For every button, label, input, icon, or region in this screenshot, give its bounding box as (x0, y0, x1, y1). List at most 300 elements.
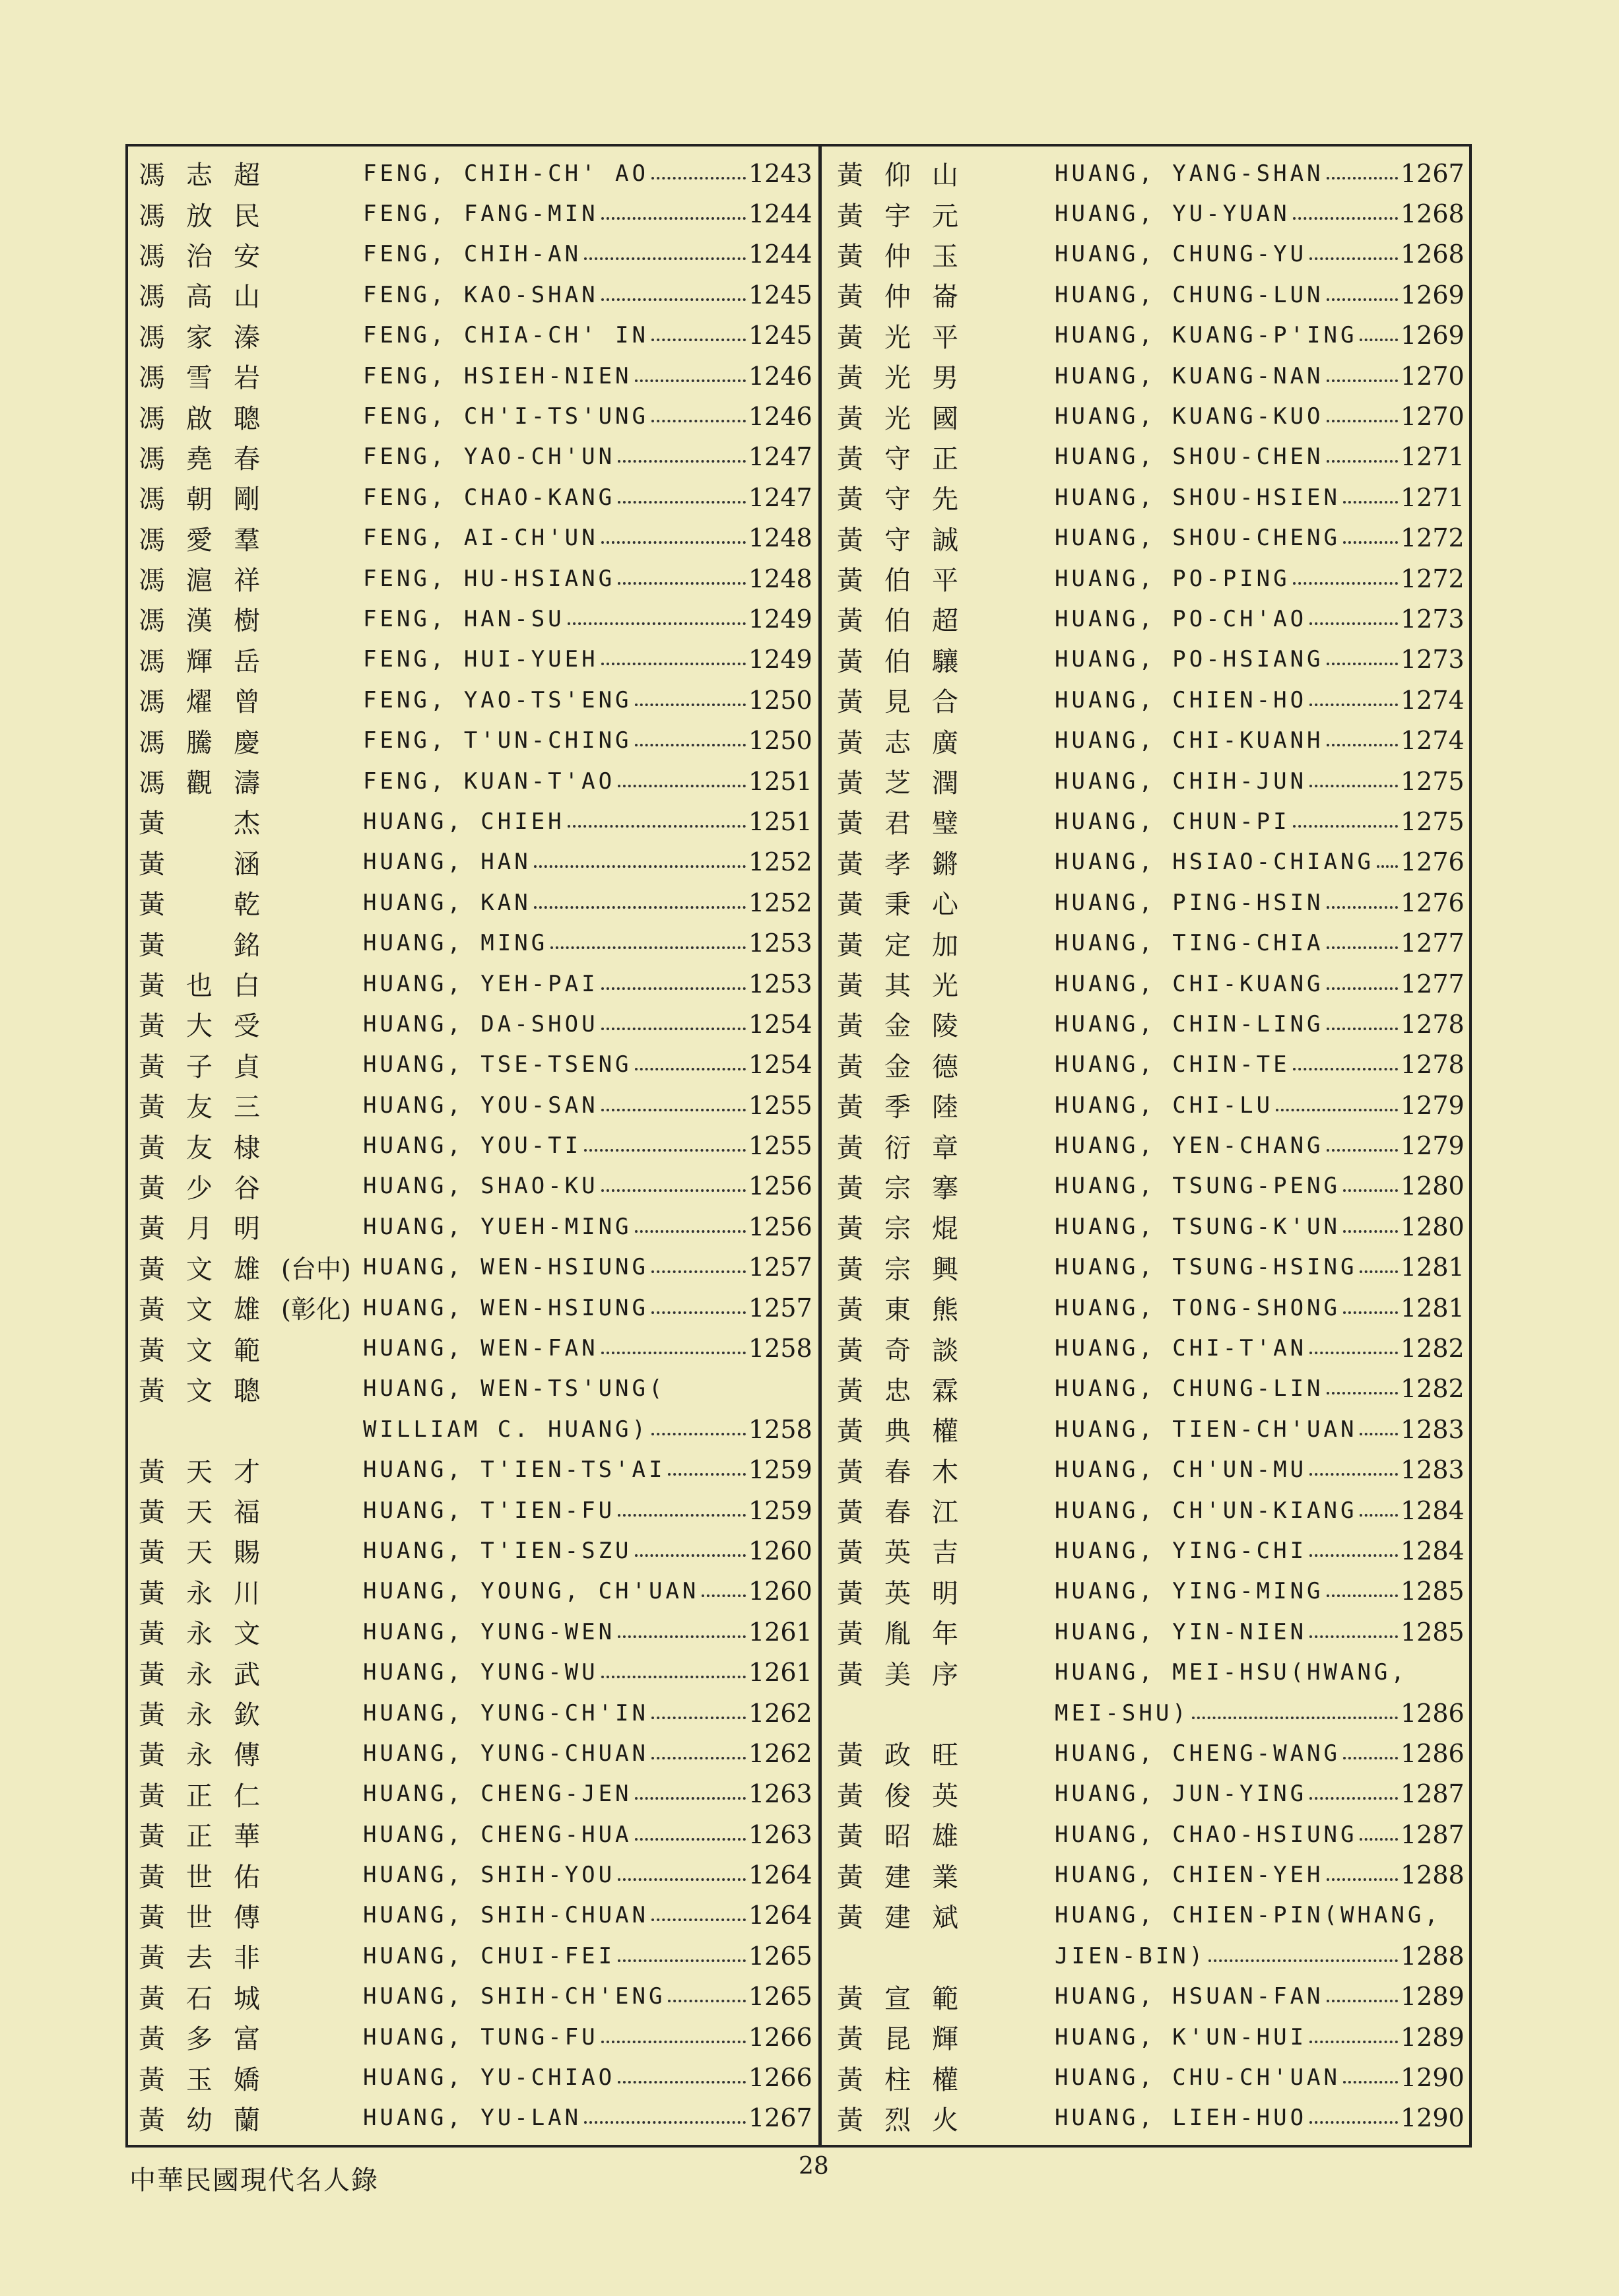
name-character: 馮 (139, 727, 165, 758)
chinese-name (132, 317, 363, 354)
name-character: 馮 (139, 606, 165, 637)
name-character: 永 (186, 1619, 213, 1650)
name-character: 棣 (234, 1132, 260, 1164)
page-reference: 1278 (1401, 1009, 1465, 1039)
name-character: 黃 (837, 1457, 863, 1488)
column-divider (818, 144, 822, 2145)
name-character: 陸 (932, 1092, 958, 1123)
index-entry (132, 2057, 812, 2097)
name-character: 欽 (234, 1700, 260, 1731)
romanized-text: FENG, T'UN-CHING (363, 727, 632, 754)
chinese-name (830, 1775, 1055, 1813)
dot-leader (618, 762, 746, 787)
romanized-text: HUANG, CHIEN-HO (1055, 686, 1307, 713)
romanized-name (363, 363, 748, 389)
name-character: 超 (932, 606, 958, 637)
page-reference: 1269 (1401, 321, 1465, 350)
chinese-name (830, 438, 1055, 476)
romanized-text: HUANG, YU-YUAN (1055, 201, 1290, 228)
right-column (830, 153, 1464, 2138)
page-reference: 1252 (748, 888, 812, 917)
romanized-name (363, 525, 748, 551)
name-character: 火 (932, 2105, 958, 2136)
page-reference: 1287 (1401, 1820, 1465, 1849)
name-character: 大 (186, 1011, 213, 1042)
romanized-text: HUANG, SHIH-YOU (363, 1862, 616, 1889)
index-entry (830, 1288, 1464, 1328)
chinese-name (830, 519, 1055, 557)
chinese-name (132, 1937, 363, 1975)
page-reference: 1244 (748, 199, 812, 229)
index-entry (132, 1247, 812, 1288)
name-character: 男 (932, 363, 958, 394)
dot-leader (651, 397, 746, 422)
romanized-name (363, 1254, 748, 1280)
index-entry (830, 923, 1464, 963)
page-reference: 1286 (1401, 1738, 1465, 1768)
romanized-name (1055, 1173, 1401, 1199)
index-entry (132, 720, 812, 760)
index-entry (830, 153, 1464, 193)
page-reference: 1267 (748, 2103, 812, 2133)
name-character: 明 (932, 1578, 958, 1609)
dot-leader (1327, 357, 1398, 382)
index-entry (830, 842, 1464, 882)
name-character: 驤 (932, 646, 958, 677)
name-character: 雄 (234, 1254, 260, 1285)
index-entry (830, 1490, 1464, 1530)
dot-leader (668, 1451, 746, 1476)
name-character (186, 803, 234, 840)
name-character: 黃 (837, 1862, 863, 1893)
name-character: 先 (932, 484, 958, 515)
dot-leader (702, 1572, 746, 1597)
romanized-text: HUANG, MING (363, 930, 548, 957)
chinese-name (830, 2018, 1055, 2056)
romanized-name (363, 1538, 748, 1564)
chinese-name (830, 478, 1055, 516)
romanized-name (363, 687, 748, 713)
name-character: 世 (186, 1862, 213, 1893)
index-entry (830, 1612, 1464, 1652)
dot-leader (601, 1653, 746, 1678)
name-character: 黃 (139, 1011, 165, 1042)
romanized-name (1055, 606, 1401, 632)
name-character: 去 (186, 1943, 213, 1974)
romanized-text: MEI-SHU) (1055, 1699, 1189, 1726)
dot-leader (584, 235, 746, 260)
index-entry (132, 1895, 812, 1936)
romanized-name (363, 1578, 748, 1604)
chinese-name (132, 1492, 363, 1529)
name-character: 岩 (234, 363, 260, 394)
romanized-text: FENG, CHIH-CH' AO (363, 160, 649, 187)
chinese-name (132, 1289, 363, 1327)
name-character: 焜 (932, 1214, 958, 1245)
chinese-name (830, 1167, 1055, 1205)
name-character: 金 (884, 1011, 911, 1042)
page-reference: 1279 (1401, 1131, 1465, 1161)
name-character: 富 (234, 2024, 260, 2055)
name-character: 羣 (234, 525, 260, 556)
name-character: 黃 (139, 890, 165, 921)
page-reference: 1264 (748, 1860, 812, 1890)
name-character: 永 (186, 1740, 213, 1771)
name-character: 黃 (837, 1214, 863, 1245)
page-reference: 1264 (748, 1901, 812, 1930)
romanized-name (363, 2024, 748, 2050)
name-character: 江 (932, 1497, 958, 1528)
book-title: 中華民國現代名人錄 (129, 2165, 379, 2196)
name-character: 漢 (186, 606, 213, 637)
page-reference: 1254 (748, 1009, 812, 1039)
name-character: 黃 (837, 606, 863, 637)
name-character: 黃 (837, 768, 863, 799)
chinese-name (830, 1410, 1055, 1448)
name-character: 黃 (837, 646, 863, 677)
name-character: 賜 (234, 1538, 260, 1569)
romanized-text: HUANG, CHUI-FEI (363, 1942, 616, 1969)
name-character: 旺 (932, 1740, 958, 1771)
index-entry (830, 396, 1464, 436)
romanized-text: HUANG, CHI-LU (1055, 1092, 1274, 1119)
romanized-text: FENG, CHIA-CH' IN (363, 322, 649, 349)
name-character: 黃 (139, 1700, 165, 1731)
chinese-name (830, 357, 1055, 395)
name-character: 黃 (837, 971, 863, 1001)
page-reference: 1252 (748, 847, 812, 877)
name-character: 正 (932, 443, 958, 475)
name-character: 馮 (139, 566, 165, 597)
index-entry (132, 1530, 812, 1571)
romanized-name (363, 646, 748, 672)
chinese-name (830, 1330, 1055, 1367)
romanized-name (363, 160, 748, 187)
dot-leader (1309, 1532, 1398, 1557)
name-character: 黃 (837, 1619, 863, 1650)
name-character: 仲 (884, 241, 911, 272)
index-entry (830, 1977, 1464, 2017)
page-reference: 1273 (1401, 604, 1465, 634)
index-entry (132, 1206, 812, 1247)
index-entry (830, 599, 1464, 639)
romanized-name (1055, 1862, 1401, 1888)
name-character: 黃 (837, 241, 863, 272)
romanized-text: HUANG, CHU-CH'UAN (1055, 2064, 1340, 2091)
page-reference: 1260 (748, 1536, 812, 1565)
name-character: 燿 (186, 687, 213, 718)
name-character: 玉 (932, 241, 958, 272)
chinese-name (132, 722, 363, 760)
dot-leader (651, 1248, 746, 1273)
name-character: 陵 (932, 1011, 958, 1042)
name-character: 谷 (234, 1173, 260, 1204)
name-character: 黃 (837, 1092, 863, 1123)
name-character: 馮 (139, 201, 165, 232)
index-entry (132, 1936, 812, 1976)
name-character: 嬌 (234, 2064, 260, 2095)
index-entry (132, 599, 812, 639)
page-reference: 1246 (748, 402, 812, 432)
romanized-name (1055, 443, 1401, 470)
page-reference: 1278 (1401, 1050, 1465, 1080)
romanized-text: HUANG, YIN-NIEN (1055, 1618, 1307, 1645)
name-character: 年 (932, 1619, 958, 1650)
page-reference: 1261 (748, 1658, 812, 1688)
dot-leader (1343, 478, 1398, 504)
name-character: 貞 (234, 1051, 260, 1082)
romanized-text: FENG, HUI-YUEH (363, 646, 599, 673)
page-reference: 1286 (1401, 1698, 1465, 1728)
page-reference: 1272 (1401, 523, 1465, 553)
chinese-name (830, 1127, 1055, 1165)
name-character: 剛 (234, 484, 260, 515)
chinese-name (830, 1370, 1055, 1408)
page-reference: 1290 (1401, 2063, 1465, 2093)
chinese-name (132, 803, 363, 840)
romanized-name (1055, 890, 1401, 916)
index-entry (830, 1206, 1464, 1247)
name-character: 宗 (884, 1254, 911, 1285)
romanized-name (1055, 566, 1401, 592)
index-entry (830, 1733, 1464, 1773)
name-character: 黃 (837, 322, 863, 353)
name-character: 文 (186, 1335, 213, 1366)
dot-leader (1343, 1289, 1398, 1314)
index-entry (132, 1733, 812, 1773)
chinese-name (132, 357, 363, 395)
name-character: 木 (932, 1457, 958, 1488)
romanized-name (1055, 971, 1401, 997)
romanized-name (1055, 930, 1401, 956)
name-character: 文 (186, 1295, 213, 1326)
romanized-name (363, 484, 748, 511)
page-reference: 1284 (1401, 1536, 1465, 1565)
page-reference: 1245 (748, 321, 812, 350)
index-entry (830, 1450, 1464, 1490)
dot-leader (1276, 1086, 1398, 1111)
name-character: 斌 (932, 1902, 958, 1933)
name-character: 潤 (932, 768, 958, 799)
dot-leader (618, 1856, 746, 1881)
dot-leader (1327, 1977, 1398, 2002)
page-reference: 1272 (1401, 564, 1465, 593)
name-character (186, 884, 234, 921)
name-character: 鏘 (932, 849, 958, 880)
name-character: 黃 (837, 1132, 863, 1164)
romanized-text: FENG, HU-HSIANG (363, 565, 616, 592)
name-character: 文 (186, 1375, 213, 1406)
romanized-text: HUANG, CHENG-JEN (363, 1781, 632, 1808)
dot-leader (1192, 1694, 1398, 1719)
name-character: 祥 (234, 566, 260, 597)
chinese-name (132, 1532, 363, 1569)
dot-leader (618, 1937, 746, 1962)
name-character: 雄 (234, 1295, 260, 1326)
name-character: 朝 (186, 484, 213, 515)
chinese-name (132, 1005, 363, 1043)
name-character: 黃 (139, 1821, 165, 1853)
name-character: 熊 (932, 1295, 958, 1326)
name-character: 業 (932, 1862, 958, 1893)
chinese-name (132, 1978, 363, 2016)
name-character: 天 (186, 1457, 213, 1488)
dot-leader (1360, 1410, 1398, 1435)
name-character: 超 (234, 160, 260, 191)
romanized-text: HUANG, SHOU-CHEN (1055, 443, 1324, 471)
romanized-name (363, 1375, 748, 1402)
dot-leader (1309, 762, 1398, 787)
name-character: 吉 (932, 1538, 958, 1569)
name-character: 月 (186, 1214, 213, 1245)
dot-leader (601, 1329, 746, 1354)
dot-leader (635, 1816, 746, 1841)
chinese-name (830, 2059, 1055, 2097)
chinese-name (830, 1978, 1055, 2016)
chinese-name (132, 1694, 363, 1732)
romanized-text: HUANG, YEH-PAI (363, 970, 599, 997)
page-reference: 1262 (748, 1738, 812, 1768)
name-character: 馮 (139, 525, 165, 556)
romanized-text: HUANG, CH'UN-KIANG (1055, 1497, 1358, 1524)
page-reference: 1273 (1401, 645, 1465, 674)
name-character: 君 (884, 808, 911, 839)
dot-leader (1293, 195, 1398, 220)
name-character: 黃 (139, 1132, 165, 1164)
name-character: 宗 (884, 1214, 911, 1245)
location-note: (彰化) (281, 1295, 351, 1325)
dot-leader (651, 1410, 746, 1435)
name-character: 馮 (139, 687, 165, 718)
index-entry (830, 1409, 1464, 1449)
name-character: 序 (932, 1659, 958, 1690)
dot-leader (1360, 1248, 1398, 1273)
name-character: 崙 (932, 282, 958, 313)
name-character: 子 (186, 1051, 213, 1082)
name-character: 衍 (884, 1132, 911, 1164)
dot-leader (618, 1492, 746, 1517)
name-character: 霖 (932, 1375, 958, 1406)
chinese-name (830, 1005, 1055, 1043)
index-entry (830, 518, 1464, 558)
romanized-text: HUANG, CHUNG-LIN (1055, 1375, 1324, 1402)
page-reference: 1276 (1401, 888, 1465, 917)
name-character: 黃 (139, 808, 165, 839)
romanized-text: HUANG, YUEH-MING (363, 1213, 632, 1240)
name-character: 權 (932, 2064, 958, 2095)
dot-leader (1360, 1492, 1398, 1517)
romanized-text: HUANG, HSUAN-FAN (1055, 1983, 1324, 2010)
name-character: 山 (234, 282, 260, 313)
chinese-name (830, 641, 1055, 678)
index-entry (132, 1774, 812, 1814)
index-entry (830, 234, 1464, 275)
romanized-text: HUANG, MEI-HSU(HWANG, (1055, 1659, 1408, 1686)
index-entry (132, 1125, 812, 1165)
chinese-name (132, 478, 363, 516)
romanized-name (363, 890, 748, 916)
name-character: 黃 (139, 1254, 165, 1285)
name-character: 黃 (139, 1862, 165, 1893)
romanized-text: HUANG, KUANG-NAN (1055, 362, 1324, 389)
name-character: 少 (186, 1173, 213, 1204)
name-character: 黃 (139, 2024, 165, 2055)
page-reference: 1285 (1401, 1577, 1465, 1606)
romanized-name (1055, 525, 1401, 551)
name-character: 英 (884, 1538, 911, 1569)
dot-leader (1343, 2058, 1398, 2083)
dot-leader (1309, 1451, 1398, 1476)
romanized-text: HUANG, TUNG-FU (363, 2023, 599, 2050)
romanized-name (1055, 687, 1401, 713)
romanized-name (1055, 1983, 1401, 2010)
name-character: 守 (884, 443, 911, 475)
romanized-text: HUANG, DA-SHOU (363, 1010, 599, 1037)
romanized-text: HUANG, TIEN-CH'UAN (1055, 1416, 1358, 1443)
name-character: 黃 (139, 1335, 165, 1366)
romanized-text: HUANG, SHIH-CH'ENG (363, 1983, 666, 2010)
dot-leader (1360, 1816, 1398, 1841)
chinese-name (132, 1330, 363, 1367)
index-entry (132, 1450, 812, 1490)
name-character: 銘 (234, 930, 260, 961)
name-character: 搴 (932, 1173, 958, 1204)
page-reference: 1258 (748, 1414, 812, 1444)
romanized-text: HUANG, YOUNG, CH'UAN (363, 1578, 700, 1605)
index-entry (132, 2098, 812, 2138)
dot-leader (651, 154, 746, 180)
romanized-name (1055, 768, 1401, 795)
page-reference: 1256 (748, 1171, 812, 1201)
romanized-name (1055, 1254, 1401, 1280)
chinese-name (830, 803, 1055, 840)
name-character: 三 (234, 1092, 260, 1123)
page-reference: 1288 (1401, 1860, 1465, 1890)
index-entry (132, 801, 812, 841)
index-entry (830, 1125, 1464, 1165)
romanized-text: HUANG, WEN-FAN (363, 1335, 599, 1362)
name-character: 平 (932, 566, 958, 597)
dot-leader (601, 519, 746, 544)
chinese-name (132, 1775, 363, 1813)
dot-leader (618, 478, 746, 504)
name-character: 蘭 (234, 2105, 260, 2136)
dot-leader (635, 357, 746, 382)
name-character: 春 (234, 443, 260, 475)
index-entry (132, 1612, 812, 1652)
chinese-name (830, 722, 1055, 760)
chinese-name (132, 1208, 363, 1245)
name-character: 白 (234, 971, 260, 1001)
romanized-name (1055, 160, 1401, 187)
romanized-text: FENG, HAN-SU (363, 605, 565, 632)
dot-leader (601, 1005, 746, 1030)
dot-leader (1327, 721, 1398, 746)
name-character: 黃 (139, 2064, 165, 2095)
index-entry (830, 275, 1464, 315)
romanized-text: FENG, KUAN-T'AO (363, 768, 616, 795)
romanized-name (363, 1335, 748, 1361)
index-entry (830, 193, 1464, 234)
dot-leader (1309, 2099, 1398, 2124)
chinese-name (132, 1897, 363, 1934)
chinese-name (132, 1370, 363, 1408)
chinese-name (132, 1046, 363, 1084)
page-reference: 1259 (748, 1495, 812, 1525)
name-character: 友 (186, 1132, 213, 1164)
romanized-name (363, 1983, 748, 2010)
page-reference: 1256 (748, 1212, 812, 1241)
